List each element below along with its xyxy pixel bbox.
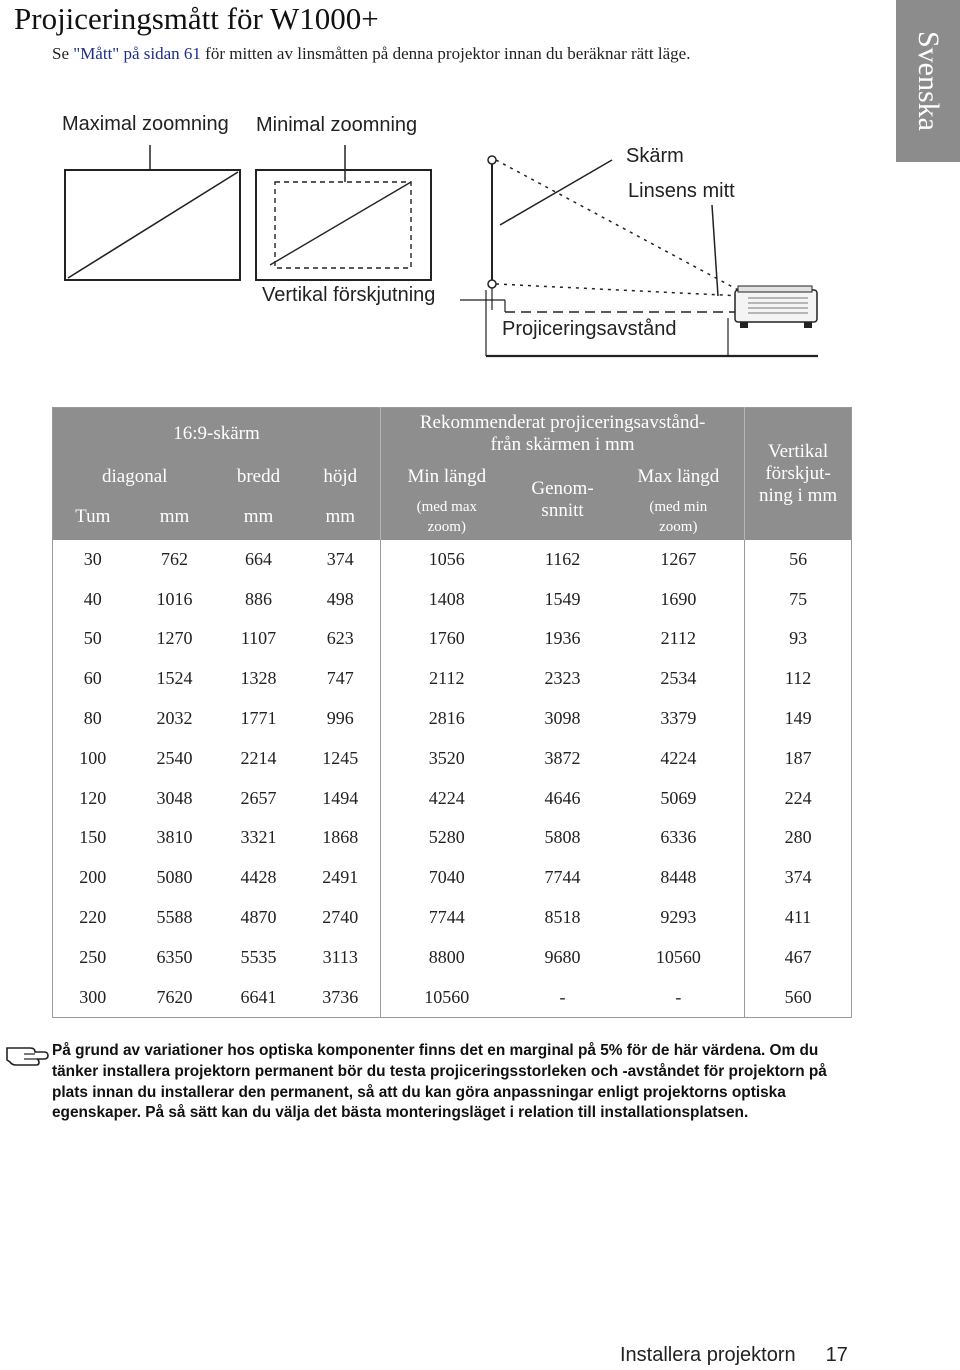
table-cell: 3520: [381, 738, 513, 778]
table-row: [53, 818, 852, 858]
table-cell: 1771: [240, 708, 277, 729]
table-row: [53, 579, 852, 619]
table-cell: 2112: [660, 628, 696, 649]
height-header: höjd: [301, 460, 381, 494]
table-cell: 3379: [660, 708, 697, 729]
table-cell: 4646: [544, 787, 581, 808]
page-number: 17: [825, 1344, 848, 1366]
table-cell: 4428: [240, 867, 277, 888]
table-cell: 30: [83, 548, 102, 569]
min-length-note-line2: zoom): [427, 518, 466, 535]
table-row: [53, 699, 852, 739]
unit-mm-height: mm: [301, 494, 381, 540]
unit-mm-diagonal: mm: [133, 494, 217, 540]
table-cell: 2816: [381, 699, 513, 739]
table-cell: 50: [83, 628, 102, 649]
table-cell: 187: [745, 738, 852, 778]
max-length-note-line2: zoom): [659, 518, 698, 535]
table-cell: 762: [161, 548, 188, 569]
table-cell: 56: [745, 540, 852, 580]
table-cell: 9680: [544, 946, 581, 967]
table-cell: 150: [79, 827, 107, 848]
table-cell: 2657: [240, 787, 277, 808]
table-cell: 1056: [381, 540, 513, 580]
table-cell: 220: [79, 907, 107, 928]
vertical-header-line3: ning i mm: [759, 484, 838, 506]
table-cell: 411: [745, 898, 852, 938]
table-cell: 2214: [240, 747, 277, 768]
max-length-header: Max längd: [613, 460, 745, 494]
distance-group-line1: Rekommenderat projiceringsavstånd-: [419, 411, 706, 433]
max-zoom-diagonal: [68, 172, 238, 278]
table-cell: 250: [79, 946, 107, 967]
max-zoom-label: Maximal zoomning: [62, 113, 229, 135]
table-cell: 3098: [544, 708, 581, 729]
table-cell: 2740: [322, 907, 359, 928]
table-cell: 1267: [660, 548, 697, 569]
table-cell: 560: [745, 977, 852, 1017]
table-cell: -: [559, 986, 566, 1007]
min-length-note-line1: (med max: [416, 498, 477, 515]
table-cell: 4870: [240, 907, 277, 928]
table-cell: 280: [745, 818, 852, 858]
table-cell: 4224: [660, 747, 697, 768]
table-cell: 5808: [544, 827, 581, 848]
intro-text-start: Se: [52, 44, 74, 63]
table-cell: 996: [326, 708, 354, 729]
table-cell: 5588: [156, 907, 193, 928]
note-hand-icon: [4, 1036, 50, 1070]
table-cell: 1936: [544, 628, 581, 649]
diagonal-header: diagonal: [53, 460, 217, 494]
average-line1: Genom-: [531, 477, 594, 499]
table-cell: 6350: [156, 946, 193, 967]
table-cell: 224: [745, 778, 852, 818]
table-row: [53, 898, 852, 938]
projection-dimensions-table: [52, 407, 852, 1018]
table-cell: 8800: [381, 937, 513, 977]
table-cell: 4224: [381, 778, 513, 818]
table-cell: 3872: [544, 747, 581, 768]
table-cell: 3321: [240, 827, 277, 848]
table-cell: 8448: [660, 867, 697, 888]
table-cell: 200: [79, 867, 107, 888]
table-cell: 300: [79, 986, 107, 1007]
table-cell: 5535: [240, 946, 277, 967]
table-cell: 149: [745, 699, 852, 739]
distance-group-header: [381, 408, 745, 460]
screen-top-marker: [488, 156, 496, 164]
table-row: [53, 858, 852, 898]
table-cell: 75: [745, 579, 852, 619]
table-cell: 2112: [381, 659, 513, 699]
page-footer: [620, 1344, 848, 1367]
table-cell: 1690: [660, 588, 697, 609]
table-cell: 7620: [156, 986, 193, 1007]
page-title: Projiceringsmått för W1000+: [14, 1, 379, 36]
screen-pointer: [500, 160, 612, 225]
table-cell: 1524: [156, 668, 193, 689]
table-cell: 1245: [322, 747, 359, 768]
min-zoom-label: Minimal zoomning: [256, 114, 418, 136]
table-cell: 7744: [381, 898, 513, 938]
table-cell: 5280: [381, 818, 513, 858]
table-cell: 664: [245, 548, 272, 569]
table-cell: 467: [745, 937, 852, 977]
screen-group-header: 16:9-skärm: [53, 408, 381, 460]
table-cell: 100: [79, 747, 107, 768]
vertical-offset-label: Vertikal förskjutning: [262, 284, 436, 306]
table-cell: 3048: [156, 787, 193, 808]
min-zoom-screen-frame: [256, 170, 431, 280]
projector-icon: [735, 286, 817, 328]
table-cell: 3736: [322, 986, 359, 1007]
dimensions-link[interactable]: "Mått" på sidan 61: [73, 44, 201, 63]
table-cell: 1494: [322, 787, 359, 808]
table-cell: 3113: [322, 946, 358, 967]
projection-ray-bottom: [496, 284, 742, 296]
lens-center-pointer: [712, 205, 718, 296]
table-cell: 40: [83, 588, 102, 609]
min-length-note: [381, 494, 513, 540]
table-cell: 886: [245, 588, 272, 609]
table-body: [53, 540, 852, 1018]
table-cell: 1107: [240, 628, 277, 649]
table-cell: 2540: [156, 747, 193, 768]
lens-center-label: Linsens mitt: [628, 180, 735, 202]
table-cell: 1549: [544, 588, 581, 609]
table-row: [53, 659, 852, 699]
footer-section: Installera projektorn: [620, 1344, 796, 1366]
table-cell: 8518: [544, 907, 581, 928]
min-length-header: Min längd: [381, 460, 513, 494]
table-row: [53, 738, 852, 778]
table-cell: 80: [83, 708, 102, 729]
table-row: [53, 540, 852, 580]
language-tab-label: Svenska: [912, 31, 945, 131]
table-cell: 3810: [156, 827, 193, 848]
table-cell: 93: [745, 619, 852, 659]
min-zoom-diagonal: [270, 182, 411, 265]
table-cell: 374: [326, 548, 354, 569]
table-cell: 2491: [322, 867, 359, 888]
table-cell: 2534: [660, 668, 697, 689]
unit-inch: Tum: [53, 494, 133, 540]
intro-text-end: för mitten av linsmåtten på denna projektor innan du beräknar rätt läge.: [200, 44, 691, 63]
table-cell: 2323: [544, 668, 581, 689]
table-row: [53, 937, 852, 977]
table-cell: 1328: [240, 668, 277, 689]
table-cell: 5069: [660, 787, 697, 808]
table-cell: 6336: [660, 827, 697, 848]
table-cell: 5080: [156, 867, 193, 888]
average-line2: snnitt: [541, 499, 584, 521]
min-zoom-inner-screen: [275, 182, 411, 268]
table-row: [53, 977, 852, 1017]
unit-mm-width: mm: [217, 494, 301, 540]
max-length-note-line1: (med min: [649, 498, 708, 515]
table-cell: 1760: [381, 619, 513, 659]
table-cell: 1162: [544, 548, 581, 569]
distance-group-line2: från skärmen i mm: [490, 433, 635, 455]
screen-label: Skärm: [626, 145, 684, 167]
average-header: [513, 460, 613, 540]
table-cell: 6641: [240, 986, 277, 1007]
table-row: [53, 619, 852, 659]
vertical-header-line1: Vertikal: [768, 440, 829, 462]
table-cell: 1868: [322, 827, 359, 848]
vertical-header-line2: förskjut-: [765, 462, 831, 484]
table-cell: 7040: [381, 858, 513, 898]
projection-diagram: [0, 0, 960, 400]
table-row: [53, 778, 852, 818]
table-cell: 10560: [381, 977, 513, 1017]
table-cell: 7744: [544, 867, 581, 888]
table-cell: 498: [326, 588, 354, 609]
table-cell: 1016: [156, 588, 193, 609]
vertical-offset-header: [745, 408, 852, 540]
max-length-note: [613, 494, 745, 540]
screen-bottom-marker: [488, 280, 496, 288]
table-cell: 1408: [381, 579, 513, 619]
projection-distance-label: Projiceringsavstånd: [502, 318, 677, 340]
table-cell: 374: [745, 858, 852, 898]
table-cell: 623: [326, 628, 354, 649]
table-cell: 2032: [156, 708, 193, 729]
note-text: På grund av variationer hos optiska komponenter finns det en marginal på 5% för de här värdena. Om du tänker installera projektorn permanent bör du testa projiceringsstorleken och -avståndet för projektorn på plats innan du installerar den permanent, så att du kan göra anpassningar enligt projektorns optiska egenskaper. På så sätt kan du välja det bästa monteringsläget i relation till installationsplatsen.: [52, 1042, 827, 1122]
table-cell: -: [675, 986, 682, 1007]
table-cell: 60: [83, 668, 102, 689]
table-cell: 747: [326, 668, 354, 689]
table-cell: 10560: [655, 946, 701, 967]
table-cell: 120: [79, 787, 107, 808]
table-cell: 9293: [660, 907, 697, 928]
table-cell: 112: [745, 659, 852, 699]
table-cell: 1270: [156, 628, 193, 649]
width-header: bredd: [217, 460, 301, 494]
